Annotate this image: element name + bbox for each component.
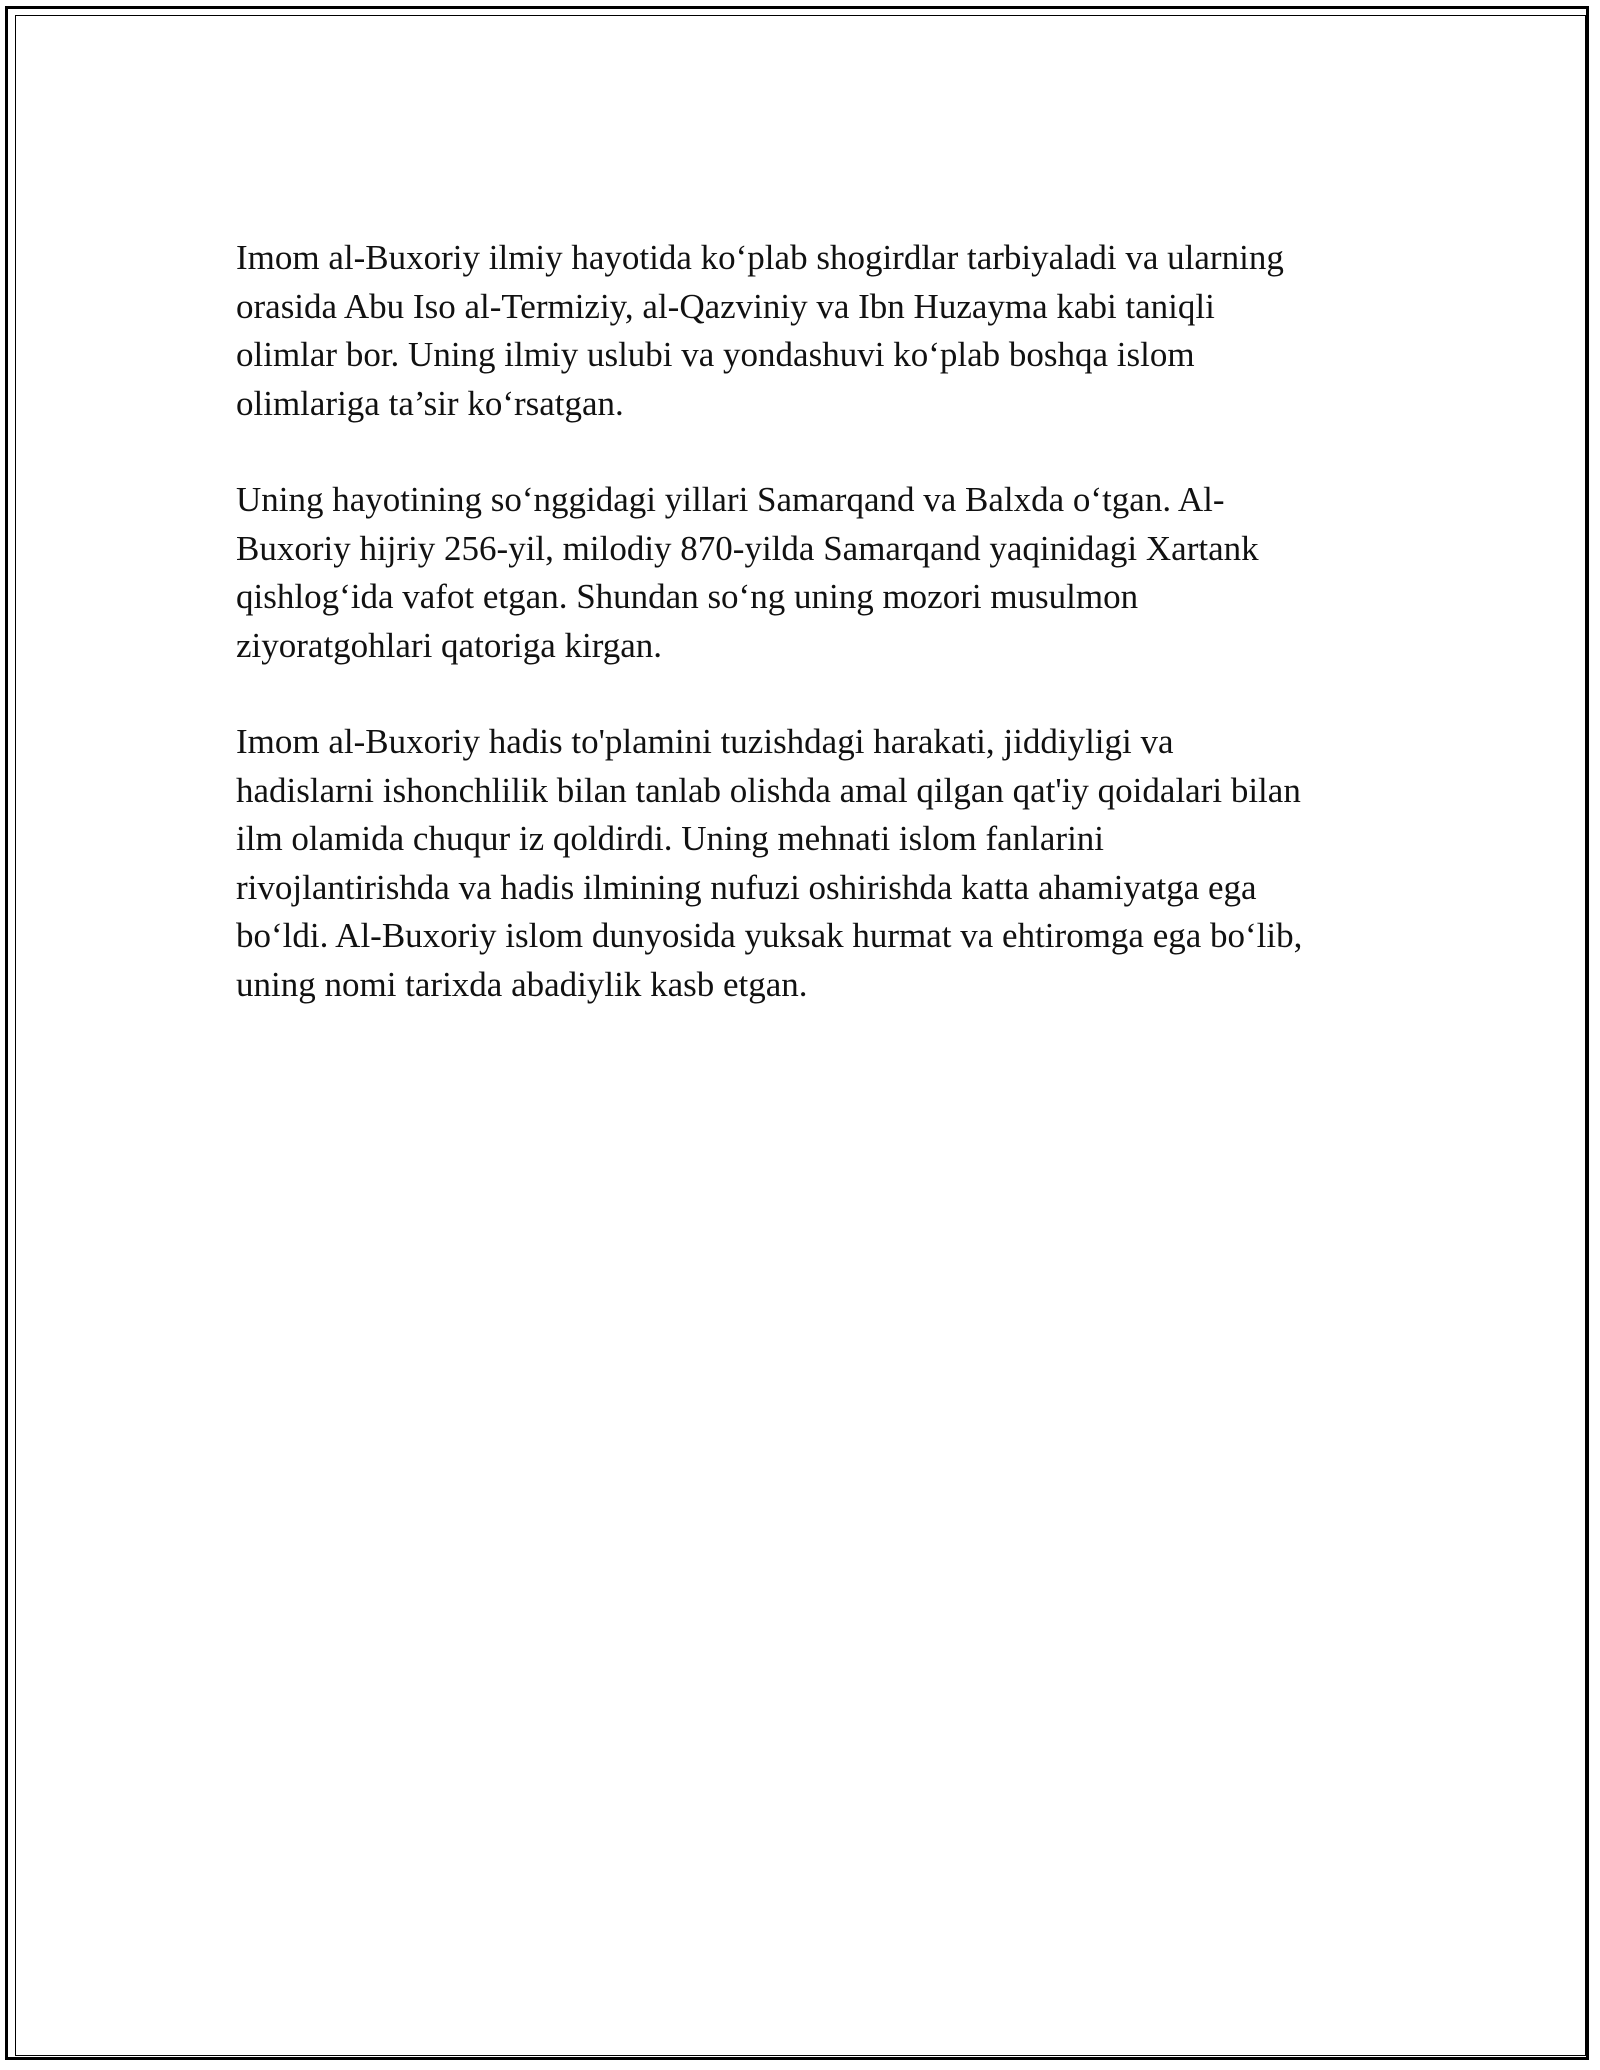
paragraph-1: Imom al-Buxoriy ilmiy hayotida ko‘plab shogirdlar tarbiyaladi va ularning orasida Abu Iso al-Termiziy, al-Qazviniy va Ibn Huzayma kabi taniqli olimlar bor. Uning ilmiy uslubi va yondashuvi ko‘plab boshqa islom olimlariga ta’sir ko‘rsatgan. (236, 238, 1284, 423)
document-body (236, 234, 1366, 1057)
paragraph-2: Uning hayotining so‘nggidagi yillari Samarqand va Balxda o‘tgan. Al- Buxoriy hijriy 256-yil, milodiy 870-yilda Samarqand yaqinidagi Xartank qishlog‘ida vafot etgan. Shundan so‘ng uning mozori musulmon ziyoratgohlari qatoriga kirgan. (236, 480, 1259, 665)
paragraph-3: Imom al-Buxoriy hadis to'plamini tuzishdagi harakati, jiddiyligi va hadislarni ishonchlilik bilan tanlab olishda amal qilgan qat'iy qoidalari bilan ilm olamida chuqur iz qoldirdi. Uning mehnati islom fanlarini rivojlantirishda va hadis ilmining nufuzi oshirishda katta ahamiyatga ega bo‘ldi. Al-Buxoriy islom dunyosida yuksak hurmat va ehtiromga ega bo‘lib, uning nomi tarixda abadiylik kasb etgan. (236, 722, 1303, 1004)
